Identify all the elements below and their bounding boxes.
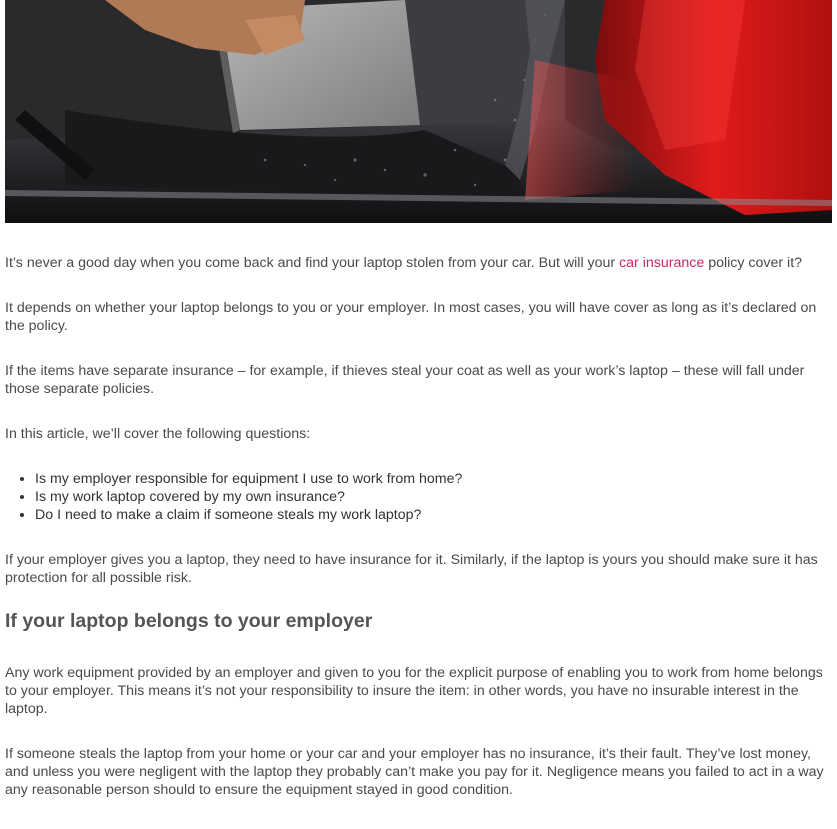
car-break-in-illustration <box>5 0 832 223</box>
bottom-fade <box>0 803 837 829</box>
list-item: • Is my work laptop covered by my own insurance? <box>35 488 831 506</box>
ownership-paragraph: It depends on whether your laptop belongs to you or your employer. In most cases, you will have cover as long as it’s declared on the policy. <box>5 300 817 334</box>
intro-paragraph <box>5 254 831 272</box>
intro-text-start: It’s never a good day when you come back and find your laptop stolen from your car. But will your <box>5 255 620 271</box>
list-item: • Is my employer responsible for equipment I use to work from home? <box>35 470 831 488</box>
separate-insurance-paragraph: If the items have separate insurance – for example, if thieves steal your coat as well as your work’s laptop – these will fall under those separate policies. <box>5 363 805 397</box>
work-equipment-paragraph: Any work equipment provided by an employer and given to you for the explicit purpose of enabling you to work from home belongs to your employer. This means it’s not your responsibility to insure the item: in other words, you have no insurable interest in the laptop. <box>5 665 823 717</box>
questions-intro: In this article, we’ll cover the following questions: <box>5 426 311 442</box>
car-insurance-link[interactable]: car insurance <box>619 255 705 271</box>
list-item: • Do I need to make a claim if someone steals my work laptop? <box>35 506 831 524</box>
theft-liability-paragraph: If someone steals the laptop from your home or your car and your employer has no insurance, it’s their fault. They’ve lost money, and unless you were negligent with the laptop they probably can’t make you pay for it. Negligence means you failed to act in a way any reasonable person should to ensure the equipment stayed in good condition. <box>5 746 824 798</box>
intro-text-end: policy cover it? <box>704 255 803 271</box>
hero-image <box>5 0 832 223</box>
section-heading: If your laptop belongs to your employer <box>5 610 373 632</box>
questions-list <box>5 470 831 524</box>
article-body <box>5 254 831 799</box>
employer-laptop-paragraph: If your employer gives you a laptop, they need to have insurance for it. Similarly, if the laptop is yours you should make sure it has protection for all possible risk. <box>5 552 818 586</box>
